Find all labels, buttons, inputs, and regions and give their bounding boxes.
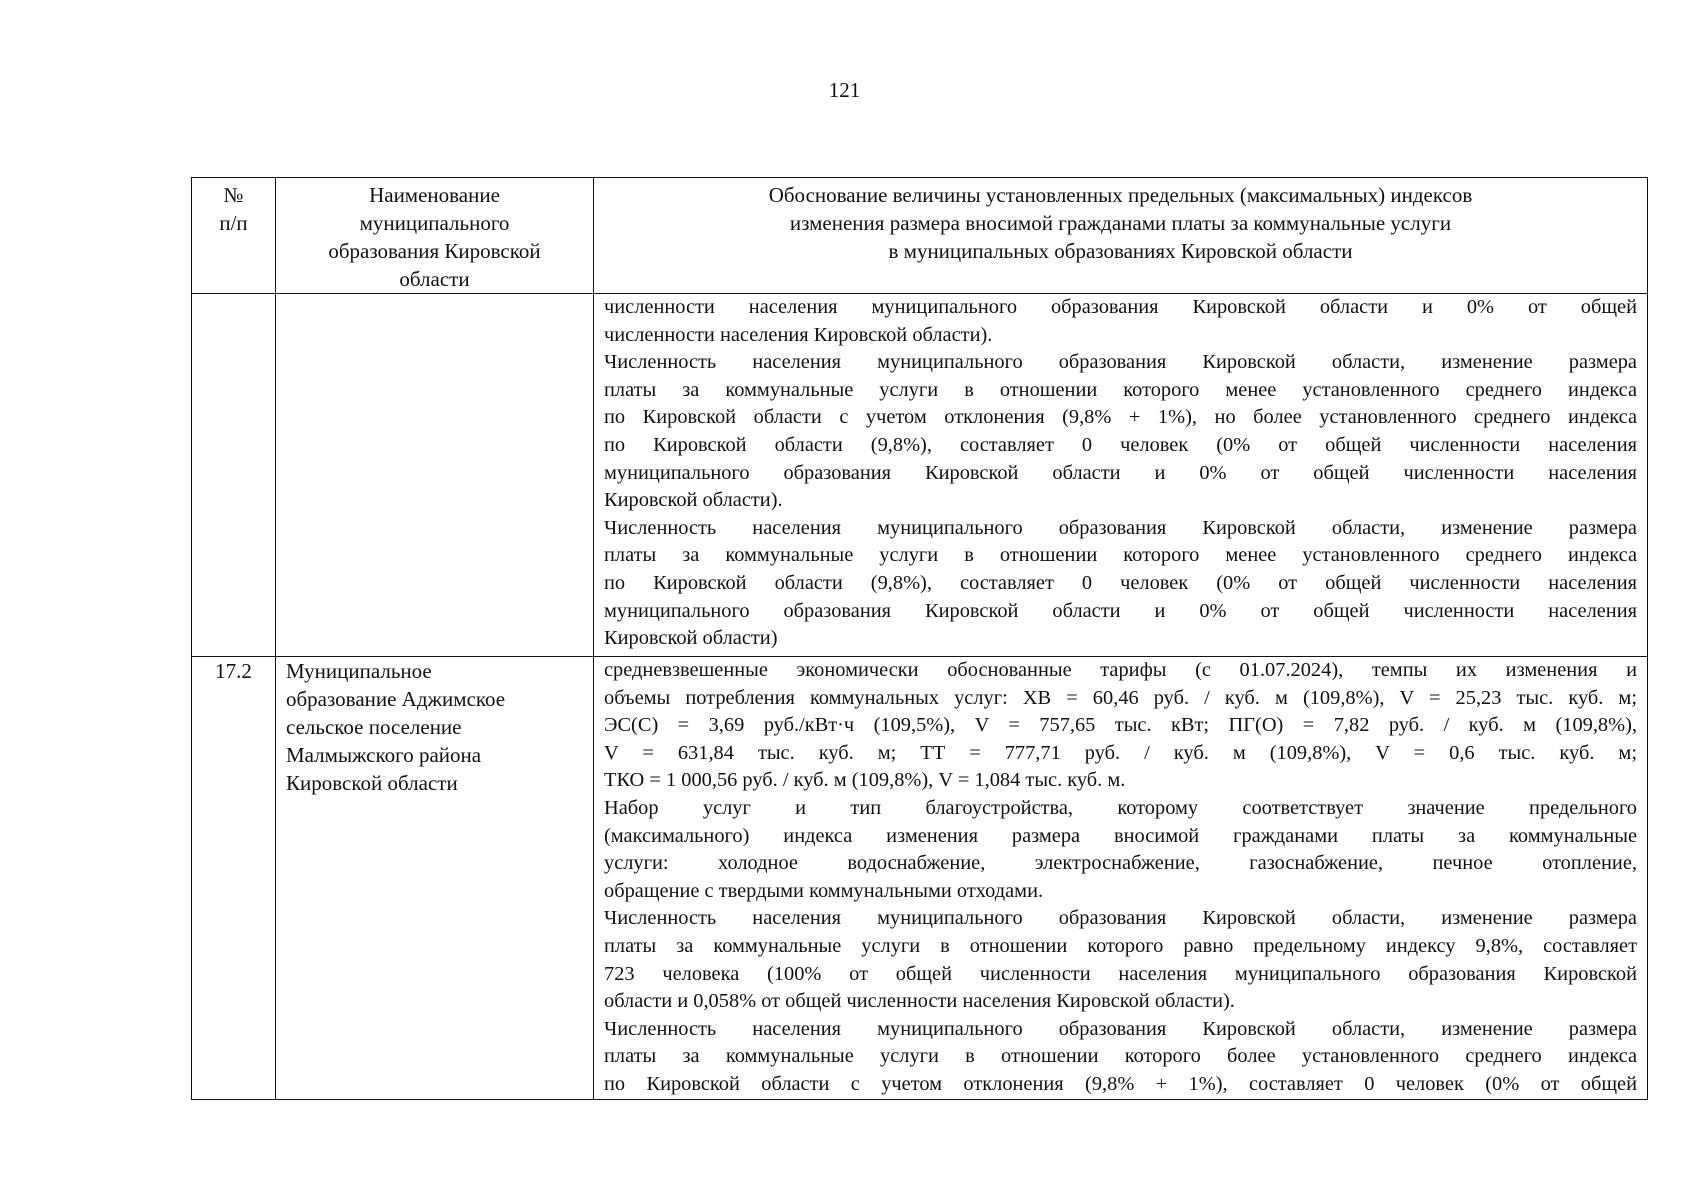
row-number-cell: [192, 294, 276, 657]
text-line: ЭС(С) = 3,69 руб./кВт·ч (109,5%), V = 757,65 тыс. кВт; ПГ(О) = 7,82 руб. / куб. м (109,8%),: [604, 714, 1637, 737]
header-text-line: в муниципальных образованиях Кировской области: [888, 239, 1353, 263]
paragraph: [604, 795, 1637, 905]
paragraph: [604, 349, 1637, 515]
text-line: Численность населения муниципального образования Кировской области, изменение размера: [604, 1017, 1637, 1040]
text-line: объемы потребления коммунальных услуг: ХВ = 60,46 руб. / куб. м (109,8%), V = 25,23 тыс. куб. м;: [604, 686, 1637, 709]
text-line: по Кировской области (9,8%), составляет 0 человек (0% от общей численности населения: [604, 433, 1637, 456]
text-line: Численность населения муниципального образования Кировской области, изменение размера: [604, 351, 1637, 374]
text-line: V = 631,84 тыс. куб. м; ТТ = 777,71 руб. / куб. м (109,8%), V = 0,6 тыс. куб. м;: [604, 741, 1637, 764]
municipality-name-line: Муниципальное: [286, 659, 432, 683]
text-line: по Кировской области (9,8%), составляет 0 человек (0% от общей численности населения: [604, 571, 1637, 594]
text-line: Численность населения муниципального образования Кировской области, изменение размера: [604, 516, 1637, 539]
paragraph: [604, 294, 1637, 349]
header-number: [192, 178, 276, 294]
text-line: численности населения муниципального образования Кировской области и 0% от общей: [604, 296, 1637, 318]
text-line: 723 человека (100% от общей численности населения муниципального образования Кировской: [604, 962, 1637, 985]
text-line: Численность населения муниципального образования Кировской области, изменение размера: [604, 907, 1637, 930]
text-line: платы за коммунальные услуги в отношении которого более установленного среднего индекса: [604, 1045, 1637, 1068]
header-name-line: образования Кировской: [328, 239, 541, 263]
header-name-line: Наименование: [369, 183, 500, 207]
row-number-cell: 17.2: [192, 657, 276, 1100]
text-line: средневзвешенные экономически обоснованные тарифы (с 01.07.2024), темпы их изменения и: [604, 659, 1637, 681]
text-line: Кировской области): [604, 627, 778, 650]
text-line: платы за коммунальные услуги в отношении которого менее установленного среднего индекса: [604, 378, 1637, 401]
page-number: 121: [828, 78, 861, 102]
header-number-line: №: [223, 183, 244, 207]
text-line: платы за коммунальные услуги в отношении которого равно предельному индексу 9,8%, составляет: [604, 934, 1637, 957]
header-name-line: области: [399, 267, 470, 291]
paragraph: [604, 1016, 1637, 1099]
header-number-line: п/п: [219, 211, 248, 235]
table-header-row: [192, 178, 1648, 294]
table-row: [192, 657, 1648, 1100]
municipality-name-line: Кировской области: [286, 771, 458, 795]
header-text-line: Обоснование величины установленных предельных (максимальных) индексов: [768, 183, 1473, 207]
text-line: платы за коммунальные услуги в отношении которого менее установленного среднего индекса: [604, 544, 1637, 567]
text-line: муниципального образования Кировской области и 0% от общей численности населения: [604, 599, 1637, 622]
table-row: [192, 294, 1648, 657]
paragraph: [604, 657, 1637, 795]
header-municipality-name: [276, 178, 594, 294]
text-line: по Кировской области с учетом отклонения (9,8% + 1%), но более установленного среднего индекса: [604, 406, 1637, 429]
text-line: муниципального образования Кировской области и 0% от общей численности населения: [604, 461, 1637, 484]
text-line: обращение с твердыми коммунальными отходами.: [604, 879, 1044, 902]
header-justification: [594, 178, 1648, 294]
municipality-name-line: образование Аджимское: [286, 687, 506, 711]
text-line: Кировской области).: [604, 489, 783, 512]
text-line: области и 0,058% от общей численности населения Кировской области).: [604, 990, 1235, 1013]
row-name-cell: [276, 657, 594, 1100]
text-line: численности населения Кировской области).: [604, 323, 993, 346]
paragraph: [604, 905, 1637, 1015]
tariff-index-table: [191, 177, 1648, 1100]
paragraph: [604, 515, 1637, 653]
header-name-line: муниципального: [359, 211, 510, 235]
text-line: ТКО = 1 000,56 руб. / куб. м (109,8%), V = 1,084 тыс. куб. м.: [604, 769, 1126, 792]
row-name-cell: [276, 294, 594, 657]
municipality-name-line: Малмыжского района: [286, 743, 482, 767]
text-line: (максимального) индекса изменения размера вносимой гражданами платы за коммунальные: [604, 824, 1637, 847]
row-justification-cell: [594, 657, 1648, 1100]
header-text-line: изменения размера вносимой гражданами платы за коммунальные услуги: [789, 211, 1452, 235]
text-line: услуги: холодное водоснабжение, электроснабжение, газоснабжение, печное отопление,: [604, 852, 1637, 875]
municipality-name-line: сельское поселение: [286, 715, 462, 739]
row-justification-cell: [594, 294, 1648, 657]
text-line: Набор услуг и тип благоустройства, которому соответствует значение предельного: [604, 796, 1637, 819]
text-line: по Кировской области с учетом отклонения (9,8% + 1%), составляет 0 человек (0% от общей: [604, 1072, 1637, 1095]
